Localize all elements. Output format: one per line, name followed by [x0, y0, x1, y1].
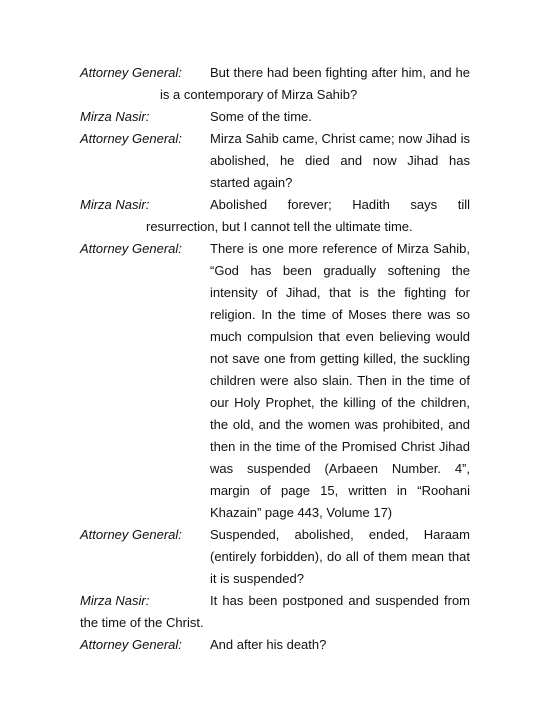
speech-text: the time of the Christ. — [80, 615, 204, 630]
transcript-entry: Attorney General: But there had been fighting after him, and he is a contemporary of Mirza Sahib? — [80, 62, 470, 106]
speech-text: resurrection, but I cannot tell the ultimate time. — [146, 219, 413, 234]
speaker-name: Mirza Nasir — [80, 593, 146, 608]
transcript-entry: Mirza Nasir: Some of the time. — [80, 106, 470, 128]
speech-text: It has been postponed and suspended from — [210, 593, 470, 608]
speech-text: There is one more reference of Mirza Sahib, “God has been gradually softening the intensity of Jihad, that is the fighting for religion. In the time of Moses there was so much compulsion that even believing would not save one from getting killed, the suckling children were also slain. Then in the time of our Holy Prophet, the killing of the children, the old, and the women was prohibited, and then in the time of the Promised Christ Jihad was suspended (Arbaeen Number. 4”, margin of page 15, written in “Roohani Khazain” page 443, Volume 17) — [210, 241, 470, 520]
speaker-name: Attorney General — [80, 241, 179, 256]
speech-text: But there had been fighting after him, and he — [210, 65, 470, 80]
speaker-name: Attorney General — [80, 131, 179, 146]
transcript-entry: Attorney General: Suspended, abolished, ended, Haraam (entirely forbidden), do all of them mean that it is suspended? — [80, 524, 470, 590]
transcript-entry: Attorney General: There is one more reference of Mirza Sahib, “God has been gradually softening the intensity of Jihad, that is the fighting for religion. In the time of Moses there was so much compulsion that even believing would not save one from getting killed, the suckling children were also slain. Then in the time of our Holy Prophet, the killing of the children, the old, and the women was prohibited, and then in the time of the Promised Christ Jihad was suspended (Arbaeen Number. 4”, margin of page 15, written in “Roohani Khazain” page 443, Volume 17) — [80, 238, 470, 524]
transcript-entry: Attorney General: Mirza Sahib came, Christ came; now Jihad is abolished, he died and now Jihad has started again? — [80, 128, 470, 194]
speaker-name: Attorney General — [80, 637, 179, 652]
speaker-name: Mirza Nasir — [80, 109, 146, 124]
transcript-entry: Mirza Nasir: Abolished forever; Hadith says till resurrection, but I cannot tell the ultimate time. — [80, 194, 470, 238]
speech-text: Abolished forever; Hadith says till — [210, 197, 470, 212]
transcript-entry: Mirza Nasir: It has been postponed and suspended from the time of the Christ. — [80, 590, 470, 634]
speech-text: And after his death? — [210, 637, 327, 652]
speech-text: Some of the time. — [210, 109, 312, 124]
transcript — [80, 62, 470, 656]
speech-text: is a contemporary of Mirza Sahib? — [160, 87, 358, 102]
speech-text: Mirza Sahib came, Christ came; now Jihad is abolished, he died and now Jihad has started again? — [210, 131, 470, 190]
speaker-name: Attorney General — [80, 65, 179, 80]
speech-text: Suspended, abolished, ended, Haraam (entirely forbidden), do all of them mean that it is suspended? — [210, 527, 470, 586]
speaker-name: Mirza Nasir — [80, 197, 146, 212]
transcript-entry: Attorney General: And after his death? — [80, 634, 470, 656]
speaker-name: Attorney General — [80, 527, 179, 542]
